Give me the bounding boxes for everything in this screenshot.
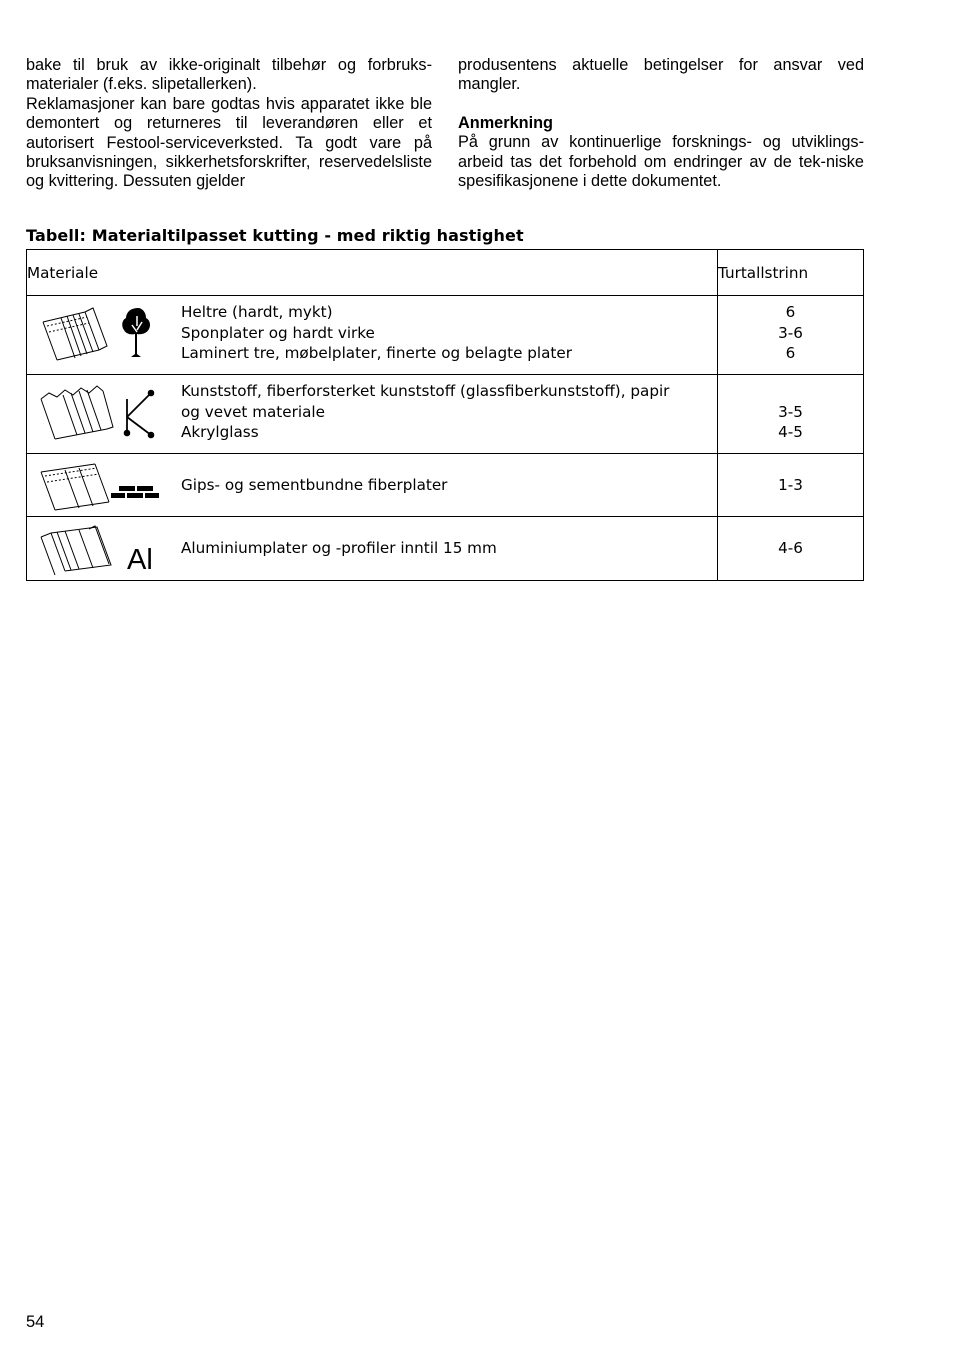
page-number: 54	[26, 1313, 45, 1331]
speed-cell	[718, 375, 864, 454]
plastic-k-icon	[27, 375, 178, 454]
header-material: Materiale	[27, 250, 718, 296]
material-line: og vevet materiale	[181, 402, 325, 421]
material-line: Gips- og sementbundne fiberplater	[181, 475, 448, 494]
table-title: Tabell: Materialtilpasset kutting - med riktig hastighet	[26, 226, 524, 245]
table-row	[27, 296, 864, 375]
speed-cell	[718, 296, 864, 375]
speed-cell	[718, 517, 864, 581]
speed-value: 6	[785, 344, 796, 363]
material-line: Akrylglass	[181, 423, 259, 442]
right-paragraph-2: På grunn av kontinuerlige forsknings- og utviklings-arbeid tas det forbehold om endringer av de tek-niske spesifikasjonene i dette dokumentet.	[458, 133, 864, 191]
table-header-row	[27, 250, 864, 296]
gypsum-brick-icon	[27, 454, 178, 517]
left-text-column	[26, 56, 432, 192]
material-line: Kunststoff, fiberforsterket kunststoff (glassfiberkunststoff), papir	[181, 382, 670, 400]
speed-value	[718, 381, 863, 402]
material-text-cell	[177, 517, 718, 581]
material-text-cell	[177, 454, 718, 517]
material-speed-table	[26, 249, 864, 581]
speed-value: 3-6	[778, 323, 803, 342]
table-row	[27, 454, 864, 517]
table-row	[27, 517, 864, 581]
speed-value: 3-5	[778, 402, 803, 421]
speed-value: 4-5	[778, 423, 803, 442]
table-row	[27, 375, 864, 454]
speed-value: 1-3	[778, 475, 803, 494]
material-line: Aluminiumplater og -profiler inntil 15 mm	[181, 539, 497, 558]
material-line: Sponplater og hardt virke	[181, 323, 375, 342]
note-heading: Anmerkning	[458, 113, 553, 132]
material-text-cell	[177, 296, 718, 375]
material-line: Heltre (hardt, mykt)	[181, 303, 333, 321]
left-paragraph-2: Reklamasjoner kan bare godtas hvis apparatet ikke ble demontert og returneres til leverandøren eller et autorisert Festool-serviceverksted. Ta godt vare på bruksanvisningen, sikkerhetsforskrifter, reservedelsliste og kvittering. Dessuten gjelder	[26, 94, 432, 191]
material-text-cell	[177, 375, 718, 454]
right-paragraph-1: produsentens aktuelle betingelser for ansvar ved mangler.	[458, 56, 864, 94]
speed-value: 4-6	[778, 539, 803, 558]
material-line: Laminert tre, møbelplater, finerte og belagte plater	[181, 344, 572, 363]
speed-cell	[718, 454, 864, 517]
left-paragraph-1: bake til bruk av ikke-originalt tilbehør og forbruks-materialer (f.eks. slipetallerken).	[26, 56, 432, 94]
aluminium-al-icon	[27, 517, 178, 581]
speed-value: 6	[785, 303, 796, 321]
al-text: Al	[127, 544, 153, 576]
wood-tree-icon	[27, 296, 178, 375]
header-speed: Turtallstrinn	[718, 250, 864, 296]
right-text-column	[458, 56, 864, 191]
